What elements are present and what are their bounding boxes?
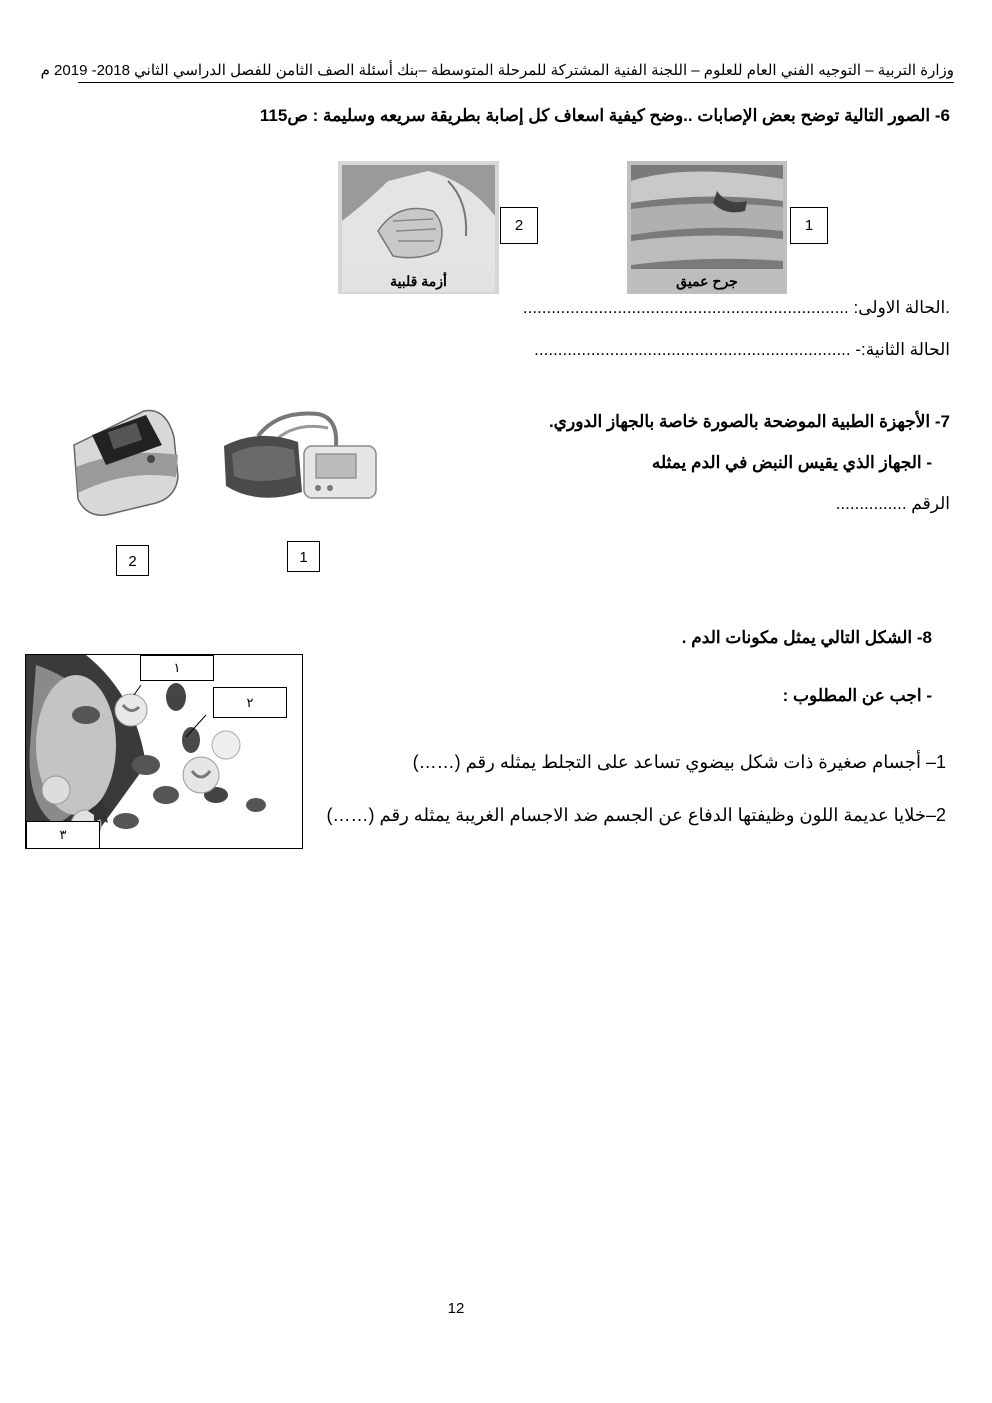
- question-8-title: 8- الشكل التالي يمثل مكونات الدم .: [681, 628, 932, 647]
- page-header: وزارة التربية – التوجيه الفني العام للعلوم – اللجنة الفنية المشتركة للمرحلة المتوسطة –بنك أسئلة الصف الثامن للفصل الدراسي الثاني 2018- 2019 م: [78, 60, 954, 83]
- blood-pressure-monitor-image: [218, 406, 380, 506]
- heart-attack-caption: أزمة قلبية: [390, 273, 447, 289]
- page-number: 12: [447, 1300, 465, 1317]
- deep-wound-image: [627, 161, 787, 294]
- image-1-number: 1: [790, 207, 828, 244]
- question-7-subtitle: - الجهاز الذي يقيس النبض في الدم يمثله: [651, 453, 932, 472]
- image-2-number: 2: [500, 207, 538, 244]
- question-8-item-2: 2–خلايا عديمة اللون وظيفتها الدفاع عن الجسم ضد الاجسام الغريبة يمثله رقم (……): [326, 805, 946, 825]
- pulse-oximeter-image: [66, 407, 182, 517]
- question-7-answer: الرقم ...............: [835, 494, 950, 513]
- device-2-number: 2: [116, 545, 149, 576]
- question-6-title: 6- الصور التالية توضح بعض الإصابات ..وضح كيفية اسعاف كل إصابة بطريقة سريعه وسليمة : ص115: [259, 106, 950, 125]
- device-1-number: 1: [287, 541, 320, 572]
- diagram-label-3: ٣: [26, 821, 100, 849]
- case-1-answer: .الحالة الاولى: .....................................................................: [522, 298, 950, 317]
- question-7-title: 7- الأجهزة الطبية الموضحة بالصورة خاصة بالجهاز الدوري.: [548, 412, 950, 431]
- diagram-label-1: ١: [140, 655, 214, 681]
- question-8-item-1: 1– أجسام صغيرة ذات شكل بيضوي تساعد على التجلط يمثله رقم (……): [412, 752, 946, 772]
- heart-attack-image: [338, 161, 499, 294]
- deep-wound-caption: جرح عميق: [676, 273, 738, 289]
- question-8-instruction: - اجب عن المطلوب :: [782, 686, 932, 705]
- blood-components-diagram: [25, 654, 303, 849]
- case-2-answer: الحالة الثانية:- ...................................................................: [534, 340, 950, 359]
- diagram-label-2: ٢: [213, 687, 287, 718]
